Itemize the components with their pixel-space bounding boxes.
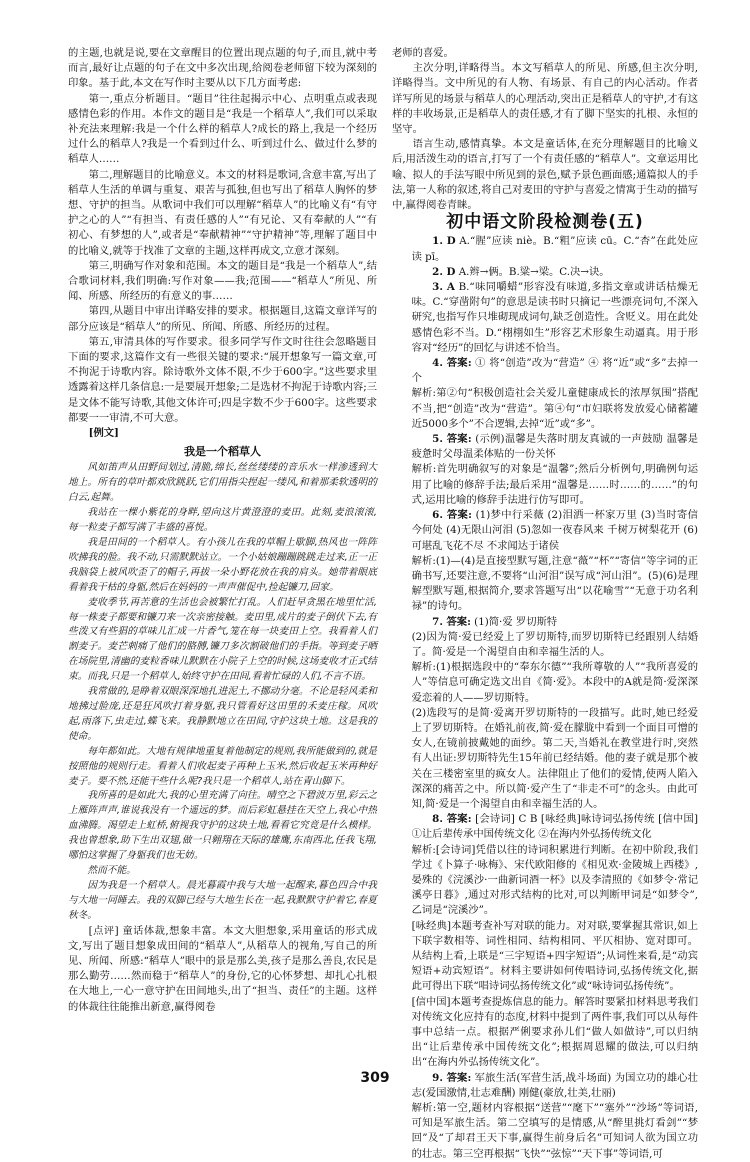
answer-number: 1. D [432,235,456,248]
left-column [68,46,377,1052]
answer-text: (1)简·爱 罗切斯特 [474,615,558,628]
page-number: 309 [360,1070,390,1086]
comment-continued: 老师的喜爱。 [392,47,454,59]
answer-4 [392,356,698,386]
answer-number: 8. 答案: [432,813,472,826]
answer-number: 5. 答案: [432,433,472,446]
analysis-point-4: 第四,从题目中审出详略安排的要求。根据题目,这篇文章详写的部分应该是“稻草人”的所见、所闻、所感、所经历的过程。 [68,305,377,333]
answer-text: (示例)温馨是失落时朋友真诚的一声鼓励 温馨是疲惫时父母温柔体贴的一份关怀 [411,433,698,461]
answer-text: A.辫→俩。B.粱→梁。C.决→诀。 [458,265,610,278]
answer-number: 6. 答案: [432,509,472,522]
answer-1 [392,234,698,264]
answer-7 [392,615,698,630]
analysis-point-3: 第三,明确写作对象和范围。本文的题目是“我是一个稻草人”,结合歌词材料,我们明确:写作对象——我;范围——“稻草人”所见、所闻、所感、所经历的有意义的事…… [68,259,377,303]
explanation-6: 解析:(1)—(4)是直接型默写题,注意“薇”“杯”“寄信”等字词的正确书写,还要注意,不要将“山河泪”误写成“河山泪”。(5)(6)是理解型默写题,根据简介,要求答题写出“以花喻雪”“无意于功名利禄”的诗句。 [411,554,698,613]
explanation-8: 解析:[会诗词]凭借以往的诗词积累进行判断。在初中阶段,我们学过《卜算子·咏梅》、宋代欧阳修的《相见欢·金陵城上西楼》,晏殊的《浣溪沙·一曲新词酒一杯》以及李清照的《如梦令·常记溪亭日暮》,通过对形式结构的比对,可以判断甲词是“如梦令”,乙词是“浣溪沙”。 [411,843,698,917]
comment-paragraph: [点评] 童话体裁,想象丰富。本文大胆想象,采用童话的形式成文,写出了题目想象成田间的“稻草人”,从稻草人的视角,写自己的所见、所闻、所感:“稻草人”眼中的景是那么美,孩子是那么善良,农民是那么勤劳……然而稳于“稻草人”的身份,它的心怀梦想、却扎心扎根在大地上,一心一意守护在田间地头,出了“担当、责任”的主题。这样的体裁往往能推出新意,赢得阅卷 [68,924,377,1013]
answer-3 [392,280,698,356]
essay-paragraph: 我常做的,是睁着双眼深深地扎进泥土,不挪动分毫。不论是轻风柔和地拂过脸庞,还是狂风吹打着身躯,我只管看好这田里的禾麦庄稼。风吹起,雨落下,虫走过,蝶飞来。我静默地立在田间,守护这块土地。这是我的使命。 [68,686,377,742]
answer-text: A.“腥”应读 niè。B.“粗”应读 cū。C.“杏”在此处应读 pī。 [411,235,698,263]
essay-body [68,461,377,923]
answer-text: ① 将“创造”改为“营造” ④ 将“近”或“多”去掉一个 [411,357,698,385]
answer-2 [392,265,698,280]
explanation-8-part-3: [信中国]本题考查提炼信息的能力。解答时要紧扣材料思考我们对传统文化应持有的态度,材料中提到了两件事,我们可以从每件事中总结一点。根据严俐要求孙儿们“做人如做诗”,可以归纳出“让后辈传承中国传统文化”;根据周恩耀的做法,可以归纳出“在海内外弘扬传统文化”。 [411,995,698,1069]
explanation-5: 解析:首先明确叙写的对象是“温馨”;然后分析例句,明确例句运用了比喻的修辞手法;最后采用“温馨是……时……的……”的句式,运用比喻的修辞手法进行仿写即可。 [411,463,698,506]
essay-paragraph: 我站在一棵小紫花的身畔,望向这片黄澄澄的麦田。此刻,麦浪滚滚,每一粒麦子都写满了丰盛的喜悦。 [68,507,377,534]
answer-text: B.“味同嚼蜡”形容没有味道,多指文章或讲话枯燥无味。C.“穿凿附句”的意思是读书时只摘记一些漂亮词句,不深入研究,也指写作只堆砌现成词句,缺乏创造性。含贬义。用在此处感情色彩不当。D.“栩栩如生”形容艺术形象生动逼真。用于形容对“经历”的回忆与讲述不恰当。 [411,281,699,354]
essay-paragraph: 风如笛声从田野间划过,清脆,绵长,丝丝缕缕的音乐水一样渗透到大地上。所有的草叶都欢欣跳跃,它们用指尖捏起一缕风,和着那柔软透明的白云,起舞。 [68,462,377,504]
essay-paragraph: 每年都如此。大地有规律地重复着他制定的规则,我所能做到的,就是按照他的规则行走。看着人们收起麦子再种上玉米,然后收起玉米再种好麦子。要不然,还能干些什么呢?我只是一个稻草人,站在青山脚下。 [68,745,377,787]
answer-5 [392,432,698,462]
essay-paragraph: 麦收季节,再苦意的生活也会被繁忙打乱。人们赶早贪黑在地里忙活,每一株麦子都要和镰刀来一次亲密接触。麦田里,成片的麦子倒伏下去,有些泼又有些猖的草味儿汇成一片香气,笼在每一块麦田上空。我看着人们割麦子。麦芒刺痛了他们的胳膊,镰刀多次割破他们的手指。等到麦子晒在场院里,清幽的麦粒香味儿默默在小院子上空的时候,这场麦收才正式结束。而我,只是一个稻草人,始终守护在田间,看着忙碌的人们,不言不语。 [68,596,377,683]
test-title: 初中语文阶段检测卷(五) [446,212,644,233]
intro-paragraph: 的主题,也就是说,要在文章醒目的位置出现点题的句子,而且,就中考而言,最好让点题的句子在文中多次出现,给阅卷老师留下较为深刻的印象。基于此,本文在写作时主要从以下几方面考虑: [68,47,377,90]
answer-text: 军旅生活(军营生活,战斗场面) 为国立功的雄心壮志(爱国激情,壮志难酬) 刚健(豪放,壮美,壮丽) [411,1071,698,1099]
explanation-9: 解析:第一空,题材内容根据“送营”“麾下”“塞外”“沙场”等词语,可知是军旅生活。第二空填写的是情感,从“醉里挑灯看剑”“梦回”及“了却君王天下事,赢得生前身后名”可知词人欲为国立功的壮志。第三空再根据“飞快”“弦惊”“天下事”等词语,可 [411,1102,698,1160]
analysis-point-5: 第五,审清具体的写作要求。很多同学写作文时往往会忽略题目下面的要求,这篇作文有一些很关键的要求:“展开想象写一篇文章,可不拘泥于诗歌内容。除诗歌外文体不限,不少于600字。”这些要求里透露着这样几条信息:一是要展开想象;二是选材不拘泥于诗歌内容;三是文体不能写诗歌,其他文体许可;四是字数不少于600字。这些要求都要一一审清,不可大意。 [68,335,378,424]
explanation-7: 解析:(1)根据选段中的“奉东尔德”“我所尊敬的人”“我所喜爱的人”等信息可确定选文出自《简·爱》。本段中的A就是简·爱深深爱恋着的人——罗切斯特。 [411,661,698,704]
example-label: [例文] [88,427,119,440]
answer-7-part-2: (2)因为简·爱已经爱上了罗切斯特,而罗切斯特已经跟别人结婚了。简·爱是一个渴望自由和幸福生活的人。 [411,630,698,658]
essay-paragraph: 我所喜的是如此大,我的心里充满了向往。晴空之下碧波万里,彩云之上雁阵声声,谁说我没有一个遥远的梦。而后彩虹悬挂在天空上,我心中热血沸腾。渴望走上虹桥,俯视我守护的这块土地,看看它究竟是什么模样。我也曾想象,助下生出双翅,做一只翱翔在天际的雄鹰,东南西北,任我飞翔,哪怕这掌握了身躯我们也无妨。 [68,790,377,862]
answer-number: 3. A [432,281,455,294]
essay-paragraph: 我是田间的一个稻草人。有小孩儿在我的草帽上歇脚,热风也一阵阵吹拂我的脸。我不动,只需默默站立。一个小姑娘蹦蹦跳跳走过来,正一正我脑袋上被风吹歪了的帽子,再拔一朵小野花放在我的肩头。她带着眼底看着我干枯的身躯,然后在妈妈的一声声催促中,捡起镰刀,回家。 [68,537,377,593]
answer-6 [392,508,698,554]
answer-number: 9. 答案: [432,1071,472,1084]
answer-text: [会诗词] C B [咏经典]咏诗词弘扬传统 [信中国] ①让后辈传承中国传统文化 ②在海内外弘扬传统文化 [411,813,699,841]
answer-text: (1)梦中行采薇 (2)泪洒一杯家万里 (3)当时寄信今何处 (4)无限山河泪 (5)忽如一夜春风来 千树万树梨花开 (6)可堪乱飞花不尽 不求闻达于诸侯 [411,509,698,552]
comment-point-3: 语言生动,感情真挚。本文是童话体,在充分理解题目的比喻义后,用活泼生动的语言,打写了一个有责任感的“稻草人”。文章运用比喻、拟人的手法写眼中所见到的景色,赋予景色画面感;通篇拟人的手法,第一人称的叙述,将自己对麦田的守护与喜爱之情寓于生动的描写中,赢得阅卷青睐。 [392,138,698,212]
essay-paragraph: 然而不能。 [87,864,136,876]
analysis-point-1: 第一,重点分析题目。“题目”往往起揭示中心、点明重点或表现感情色彩的作用。本作文的题目是“我是一个稻草人”,我们可以采取补充法来理解:我是一个什么样的稻草人?成长的路上,我是一个经历过什么的稻草人?我是一个看到过什么、听到过什么、做过什么梦的稻草人…… [68,92,377,166]
essay-paragraph: 因为我是一个稻草人。晨光暮霞中我与大地一起醒来,暮色四合中我与大地一同睡去。我的双脚已经与大地生长在一起,我默默守护着它,春夏秋冬。 [68,879,377,921]
essay-title: 我是一个稻草人 [184,445,261,459]
answer-number: 7. 答案: [432,615,471,628]
answer-number: 2. D [432,265,456,278]
analysis-point-2: 第二,理解题目的比喻意义。本文的材料是歌词,含意丰富,写出了稻草人生活的单调与重复、艰苦与孤独,但也写出了稻草人胸怀的梦想、守护的担当。从歌词中我们可以理解“稻草人”的比喻义有“有守护之心的人”“有担当、有责任感的人”“有兄论、又有奉献的人”“有初心、有梦想的人”,或者是“奉献精神”“守护精神”等,理解了题目中的比喻义,就等于找准了文章的主题,这样再成文,立意才深刻。 [68,168,377,257]
answer-number: 4. 答案: [432,357,472,370]
explanation-7-part-2: (2)选段写的是简·爱离开罗切斯特的一段描写。此时,她已经爱上了罗切斯特。在婚礼前夜,简·爱在朦胧中看到一个面目可憎的女人,在镜前披戴她的面纱。第二天,当婚礼在教堂进行时,突然有人出证:罗切斯特先生15年前已经结婚。他的妻子就是那个被关在三楼密室里的疯女人。法律阻止了他们的爱情,使两人陷入深深的痛苦之中。所以简·爱产生了“非走不可”的念头。由此可知,简·爱是一个渴望自由和幸福生活的人。 [411,706,698,810]
right-column [392,46,699,1160]
answer-8 [392,812,698,842]
explanation-4: 解析:第②句“积极创造社会关爱儿童健康成长的浓厚氛围”搭配不当,把“创造”改为“营造”。第④句“市妇联将发放爱心储蓄罐近5000多个”不合逻辑,去掉“近”或“多”。 [411,387,698,430]
comment-point-2: 主次分明,详略得当。本文写稻草人的所见、所感,但主次分明,详略得当。文中所见的有人物、有场景、有自己的内心活动。作者详写所见的场景与稻草人的心理活动,突出正是稻草人的守护,才有这样的丰收场景,正是稻草人的责任感,才有了脚下坚实的扎根、永恒的坚守。 [392,62,698,136]
explanation-8-part-2: [咏经典]本题考查补写对联的能力。对对联,要掌握其常识,如上下联字数相等、词性相同、结构相同、平仄相协、宽对即可。从结构上看,上联是“三字短语+四字短语”;从词性来看,是“动宾短语+动宾短语”。材料主要讲如何传唱诗词,弘扬传统文化,据此可得出下联“唱诗词弘扬传统文化”或“咏诗词弘扬传统”。 [411,919,698,993]
